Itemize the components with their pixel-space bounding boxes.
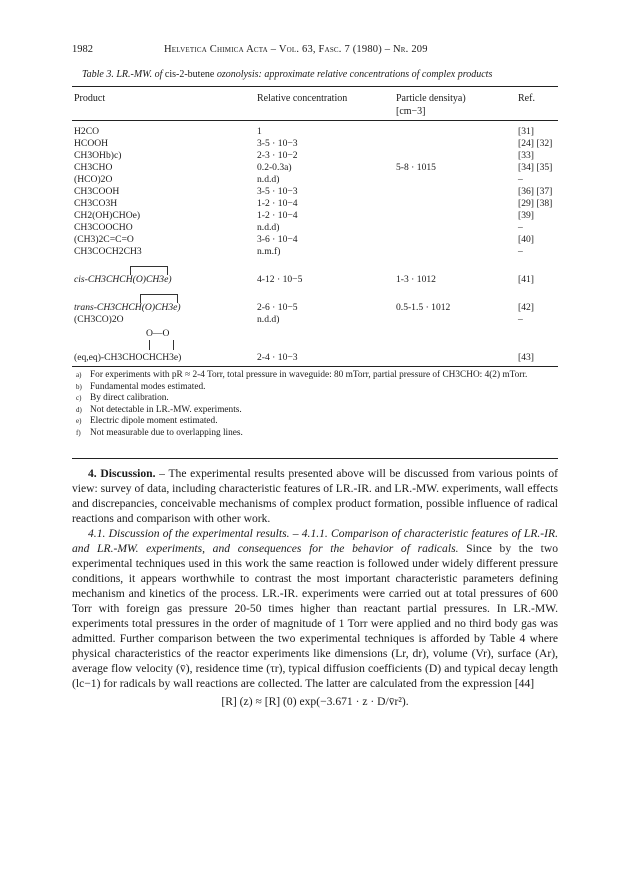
- cell-ref: [34] [35]: [518, 162, 553, 173]
- table-row: [72, 186, 558, 198]
- cell-concentration: 1-2 · 10−4: [257, 210, 298, 221]
- subsection-paragraph: [72, 526, 558, 691]
- table-row: [72, 352, 558, 364]
- cell-ref: [29] [38]: [518, 198, 553, 209]
- table-row: [72, 162, 558, 174]
- footnote-text: Not measurable due to overlapping lines.: [90, 427, 243, 438]
- table-bottom-rule: [72, 366, 558, 367]
- cell-concentration: 2-3 · 10−2: [257, 150, 298, 161]
- discussion-paragraph: [72, 466, 558, 526]
- table-row: [72, 198, 558, 210]
- cell-ref: –: [518, 246, 523, 257]
- paragraph-text: – The experimental results presented above will be discussed from various points of view: survey of data, including characteristic features of LR.-IR. and LR.-MW. experiments, wall effects and discrepancies, conceivable mechanisms of complex product formation, possible influence of radical reactions and comparison with other work.: [72, 467, 558, 525]
- page-number: 1982: [72, 44, 93, 55]
- caption-compound: cis-2-butene: [164, 69, 215, 80]
- cell-density: 0.5-1.5 · 1012: [396, 302, 451, 313]
- cell-ref: [41]: [518, 274, 534, 285]
- cell-product: cis-CH3CHCH(O)CH3e): [74, 274, 172, 285]
- cell-concentration: 3-5 · 10−3: [257, 186, 298, 197]
- table-row: [72, 234, 558, 246]
- cell-ref: [31]: [518, 126, 534, 137]
- paragraph-text: Since by the two experimental techniques used in this work the same reaction is followed under widely different pressure conditions, it appears worthwhile to contrast the most important characteristic parameters defining mechanism and kinetics of the process. LR.-IR. experiments were carried out at total pressures of 600 Torr with foreign gas pressure 20-50 times higher than reactant partial pressures. In LR.-MW. experiments total pressures in the order of magnitude of 1 Torr were applied and no third body gas was admitted. Further comparison between the two experimental techniques is afforded by Table 4 where physical characteristics of the reactor experiments like dimensions (Lr, dr), volume (Vr), surface (Ar), average flow velocity (v̄), residence time (τr), typical diffusion coefficients (D) and typical decay length (lc−1) for radicals by wall reactions are collected. The latter are calculated from the expression [44]: [72, 542, 558, 690]
- cell-ref: [43]: [518, 352, 534, 363]
- cell-ref: [24] [32]: [518, 138, 553, 149]
- table-row: [72, 302, 558, 314]
- body-text: [72, 466, 558, 709]
- table-row: [72, 210, 558, 222]
- cell-product: CH3COOH: [74, 186, 120, 197]
- cell-ref: –: [518, 222, 523, 233]
- cell-ref: –: [518, 174, 523, 185]
- cell-product: CH2(OH)CHOe): [74, 210, 141, 221]
- table-row: [72, 222, 558, 234]
- footnote-mark: b): [76, 382, 82, 391]
- footnote: [72, 405, 558, 417]
- cell-product: CH3COOCHO: [74, 222, 133, 233]
- subsection-heading: 4.1. Discussion of the experimental results. – 4.1.1. Comparison of characteristic features of LR.-IR. and LR.-MW. experiments, and consequences for the behavior of radicals.: [72, 527, 558, 555]
- table-row: [72, 126, 558, 138]
- cell-concentration: 2-4 · 10−3: [257, 352, 298, 363]
- caption-prefix: Table 3. LR.-MW. of: [82, 69, 163, 80]
- cell-density: 1-3 · 1012: [396, 274, 436, 285]
- cell-ref: [42]: [518, 302, 534, 313]
- ozonide-ring-label: O—O: [146, 328, 170, 339]
- table-caption: [82, 69, 492, 80]
- cell-concentration: n.d.d): [257, 222, 280, 233]
- cell-concentration: n.d.d): [257, 314, 280, 325]
- footnote-text: Fundamental modes estimated.: [90, 381, 206, 392]
- table-row: [72, 314, 558, 326]
- cell-concentration: 1: [257, 126, 262, 137]
- table-footnotes: [72, 370, 558, 439]
- cell-product: CH3CO3H: [74, 198, 118, 209]
- caption-rest: ozonolysis: approximate relative concentrations of complex products: [216, 69, 493, 80]
- cell-ref: [36] [37]: [518, 186, 553, 197]
- col-product: Product: [74, 93, 106, 104]
- cell-concentration: n.d.d): [257, 174, 280, 185]
- cell-product: trans-CH3CHCH(O)CH3e): [74, 302, 181, 313]
- cell-ref: [33]: [518, 150, 534, 161]
- col-relative-concentration: Relative concentration: [257, 93, 348, 104]
- section-heading: 4. Discussion.: [88, 467, 156, 480]
- running-header: [72, 44, 558, 58]
- cell-ref: [40]: [518, 234, 534, 245]
- footnote: [72, 370, 558, 382]
- cell-product: (CH3CO)2O: [74, 314, 124, 325]
- cell-product: H2CO: [74, 126, 100, 137]
- ozonide-ring-bond: [149, 340, 150, 350]
- col-particle-density-unit: [cm−3]: [396, 106, 426, 117]
- footnote-text: Electric dipole moment estimated.: [90, 416, 218, 426]
- footnote-text: For experiments with pR ≈ 2-4 Torr, total pressure in waveguide: 80 mTorr, partial pressure of CH3CHO: 4(2) mTorr.: [90, 370, 528, 380]
- cell-concentration: 0.2-0.3a): [257, 162, 292, 173]
- footnote-text: By direct calibration.: [90, 393, 169, 403]
- footnote-mark: e): [76, 417, 82, 425]
- cell-product: CH3OHb)c): [74, 150, 122, 161]
- cell-concentration: 3-5 · 10−3: [257, 138, 298, 149]
- footnote: [72, 382, 558, 394]
- ozonide-ring-bond: [173, 340, 174, 350]
- cell-concentration: 4-12 · 10−5: [257, 274, 303, 285]
- table-row: [72, 246, 558, 258]
- cell-product: CH3CHO: [74, 162, 113, 173]
- cell-concentration: 3-6 · 10−4: [257, 234, 298, 245]
- cell-concentration: n.m.f): [257, 246, 281, 257]
- table-top-rule: [72, 86, 558, 87]
- cell-concentration: 2-6 · 10−5: [257, 302, 298, 313]
- footnote-text: Not detectable in LR.-MW. experiments.: [90, 404, 242, 415]
- journal-reference: Helvetica Chimica Acta – Vol. 63, Fasc. 7 (1980) – Nr. 209: [164, 44, 428, 55]
- footnote-mark: c): [76, 394, 82, 402]
- cell-product: HCOOH: [74, 138, 109, 149]
- footnote-bottom-rule: [72, 458, 558, 459]
- cell-concentration: 1-2 · 10−4: [257, 198, 298, 209]
- col-particle-density: Particle densitya): [396, 93, 466, 104]
- decay-formula: [R] (z) ≈ [R] (0) exp(−3.671 · z · D/v̄r²).: [221, 695, 409, 708]
- col-ref: Ref.: [518, 93, 535, 104]
- footnote-mark: a): [76, 371, 82, 379]
- footnote-mark: f): [76, 428, 81, 437]
- footnote: [72, 428, 558, 440]
- footnote: [72, 393, 558, 405]
- cell-density: 5-8 · 1015: [396, 162, 436, 173]
- cell-ref: [39]: [518, 210, 534, 221]
- table-row: [72, 138, 558, 150]
- table-row: [72, 174, 558, 186]
- cell-ref: –: [518, 314, 523, 325]
- footnote-mark: d): [76, 405, 82, 414]
- table-row: [72, 274, 558, 286]
- table-row: [72, 150, 558, 162]
- cell-product: (HCO)2O: [74, 174, 113, 185]
- cell-product: (CH3)2C=C=O: [74, 234, 134, 245]
- cell-product: (eq,eq)-CH3CHOCHCH3e): [74, 352, 182, 363]
- table-header-rule: [72, 120, 558, 121]
- cell-product: CH3COCH2CH3: [74, 246, 142, 257]
- footnote: [72, 416, 558, 428]
